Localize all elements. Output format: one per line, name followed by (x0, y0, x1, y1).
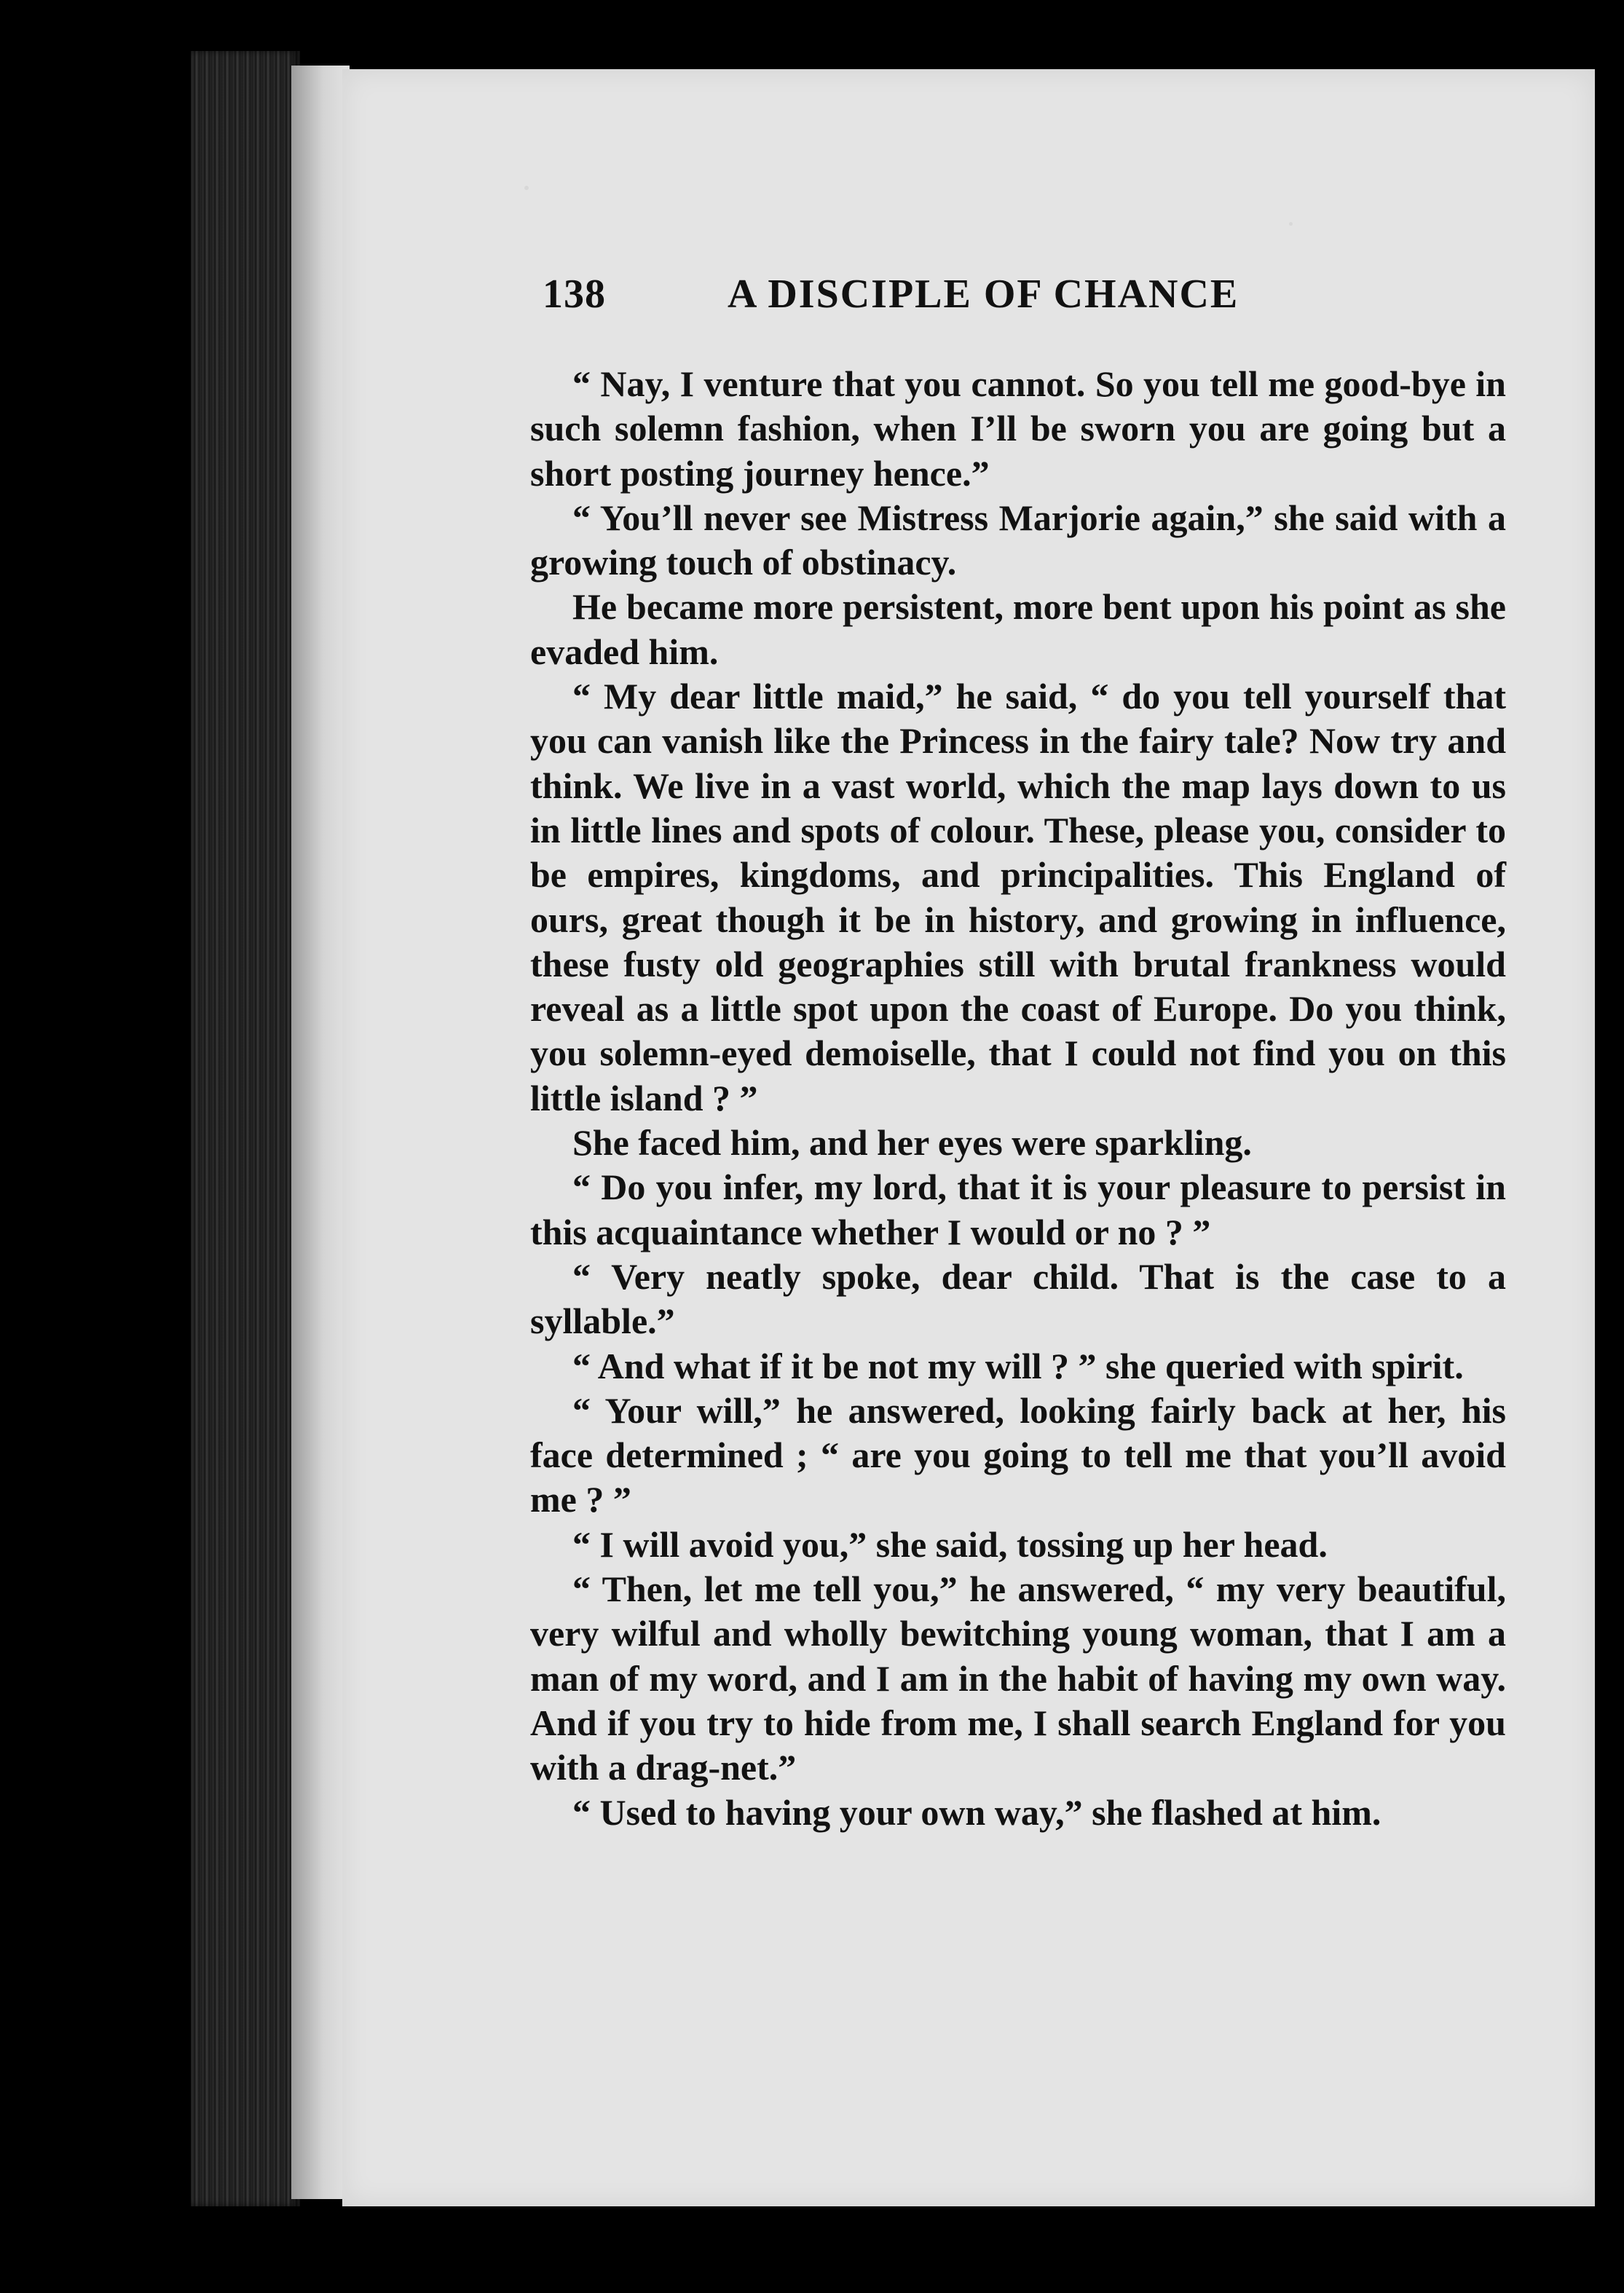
paragraph: “ Used to having your own way,” she flashed at him. (572, 1791, 1381, 1833)
paragraph: She faced him, and her eyes were sparkling. (572, 1122, 1252, 1164)
running-title: A DISCIPLE OF CHANCE (728, 272, 1239, 317)
paragraph: “ Very neatly spoke, dear child. That is the case to a syllable.” (530, 1255, 1506, 1342)
page-number: 138 (543, 272, 606, 317)
book-page-edges (191, 51, 300, 2206)
paragraph: “ I will avoid you,” she said, tossing up her head. (572, 1523, 1328, 1565)
paragraph: “ Your will,” he answered, looking fairly back at her, his face determined ; “ are you going to tell me that you’ll avoid me ? ” (530, 1389, 1506, 1520)
paragraph: He became more persistent, more bent upon his point as she evaded him. (530, 586, 1506, 672)
body-text (530, 362, 1506, 1835)
paragraph: “ And what if it be not my will ? ” she queried with spirit. (572, 1345, 1464, 1386)
paper-speck (524, 186, 529, 190)
paragraph: “ Do you infer, my lord, that it is your pleasure to persist in this acquaintance whether I would or no ? ” (530, 1167, 1506, 1252)
paragraph: “ My dear little maid,” he said, “ do you tell yourself that you can vanish like the Princess in the fairy tale? Now try and think. We live in a vast world, which the map lays down to us in little lines and spots of colour. These, please you, consider to be empires, kingdoms, and principalities. This England of ours, great though it be in history, and growing in influence, these fusty old geographies still with brutal frankness would reveal as a little spot upon the coast of Europe. Do you think, you solemn-eyed demoiselle, that I could not find you on this little island ? ” (530, 676, 1506, 1118)
running-header (543, 271, 1329, 336)
paragraph: “ Nay, I venture that you cannot. So you tell me good-bye in such solemn fashion, when I’ll be sworn you are going but a short posting journey hence.” (530, 363, 1506, 494)
paragraph: “ You’ll never see Mistress Marjorie again,” she said with a growing touch of obstinacy. (530, 497, 1506, 583)
paper-speck (1289, 222, 1293, 226)
paragraph: “ Then, let me tell you,” he answered, “ my very beautiful, very wilful and wholly bewitching young woman, that I am a man of my word, and I am in the habit of having my own way. And if you try to hide from me, I shall search England for you with a drag-net.” (530, 1568, 1506, 1788)
gutter-shadow (291, 66, 350, 2199)
